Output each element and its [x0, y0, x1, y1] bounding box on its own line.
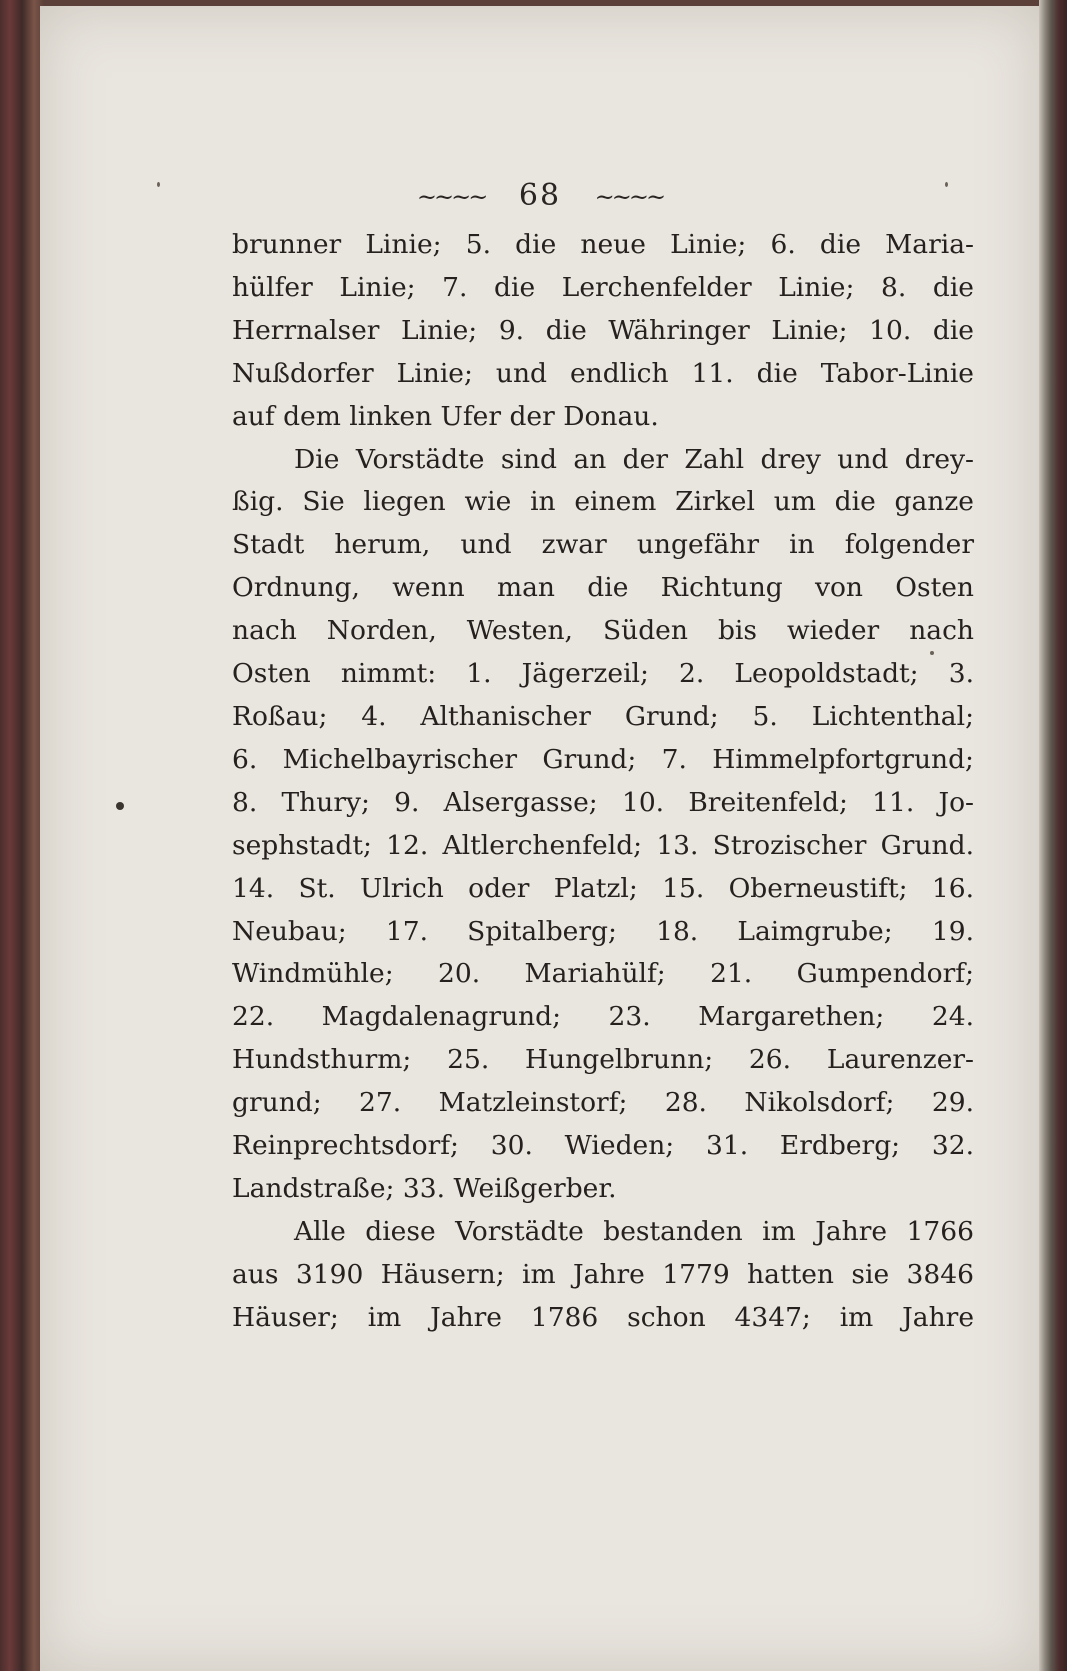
text-line: sephstadt; 12. Altlerchenfeld; 13. Strozischer Grund.	[232, 829, 974, 861]
text-line: hülfer Linie; 7. die Lerchenfelder Linie; 8. die	[232, 271, 974, 303]
ink-spot	[945, 182, 948, 187]
text-line: 14. St. Ulrich oder Platzl; 15. Oberneustift; 16.	[232, 872, 974, 904]
text-line: 6. Michelbayrischer Grund; 7. Himmelpfortgrund;	[232, 743, 974, 775]
text-line: Roßau; 4. Althanischer Grund; 5. Lichtenthal;	[232, 700, 974, 732]
text-line: Landstraße; 33. Weißgerber.	[232, 1172, 617, 1204]
text-line: Stadt herum, und zwar ungefähr in folgender	[232, 529, 974, 561]
body-text	[232, 224, 974, 1340]
page-header	[40, 178, 1040, 213]
text-line: Windmühle; 20. Mariahülf; 21. Gumpendorf;	[232, 958, 974, 990]
text-line: Osten nimmt: 1. Jägerzeil; 2. Leopoldstadt; 3.	[232, 658, 974, 690]
text-line: grund; 27. Matzleinstorf; 28. Nikolsdorf; 29.	[232, 1087, 974, 1119]
text-line: Die Vorstädte sind an der Zahl drey und drey-	[294, 443, 974, 475]
text-line: Hundsthurm; 25. Hungelbrunn; 26. Laurenzer-	[232, 1044, 974, 1076]
book-edge	[1039, 0, 1067, 1671]
text-line: Nußdorfer Linie; und endlich 11. die Tabor-Linie	[232, 357, 974, 389]
text-line: 22. Magdalenagrund; 23. Margarethen; 24.	[232, 1001, 974, 1033]
text-line: Häuser; im Jahre 1786 schon 4347; im Jahre	[232, 1301, 974, 1333]
ink-spot	[116, 802, 124, 810]
page-number: 68	[518, 178, 562, 213]
book-page	[40, 6, 1040, 1671]
text-line: auf dem linken Ufer der Donau.	[232, 400, 659, 432]
text-line: Alle diese Vorstädte bestanden im Jahre 1766	[294, 1215, 974, 1247]
text-line: Neubau; 17. Spitalberg; 18. Laimgrube; 19.	[232, 915, 974, 947]
text-line: aus 3190 Häusern; im Jahre 1779 hatten sie 3846	[232, 1258, 974, 1290]
text-line: nach Norden, Westen, Süden bis wieder nach	[232, 615, 974, 647]
text-line: ßig. Sie liegen wie in einem Zirkel um die ganze	[232, 486, 974, 518]
text-line: 8. Thury; 9. Alsergasse; 10. Breitenfeld; 11. Jo-	[232, 786, 974, 818]
ink-spot	[157, 182, 160, 187]
header-ornament-left: ~~~~	[416, 183, 486, 211]
text-line: Herrnalser Linie; 9. die Währinger Linie; 10. die	[232, 314, 974, 346]
header-ornament-right: ~~~~	[594, 183, 664, 211]
text-line: Ordnung, wenn man die Richtung von Osten	[232, 572, 974, 604]
text-line: brunner Linie; 5. die neue Linie; 6. die Maria-	[232, 229, 974, 260]
text-line: Reinprechtsdorf; 30. Wieden; 31. Erdberg; 32.	[232, 1130, 974, 1162]
ink-spot	[930, 651, 934, 655]
